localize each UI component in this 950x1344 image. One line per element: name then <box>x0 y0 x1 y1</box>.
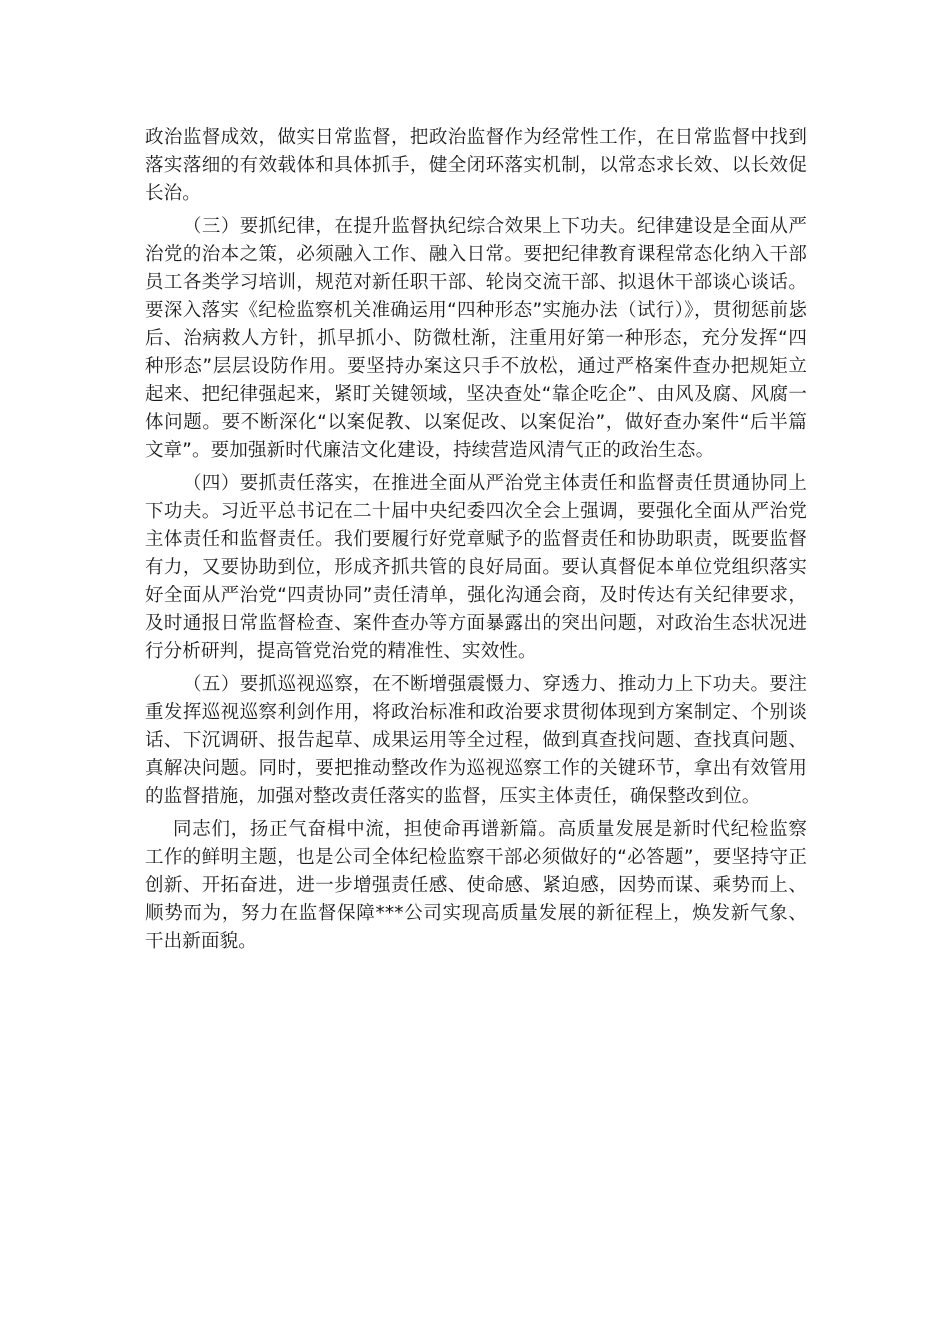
paragraph-continuation: 政治监督成效，做实日常监督，把政治监督作为经常性工作，在日常监督中找到落实落细的有效载体和具体抓手，健全闭环落实机制，以常态求长效、以长效促长治。 <box>145 127 807 204</box>
paragraph-section-four: （四）要抓责任落实，在推进全面从严治党主体责任和监督责任贯通协同上下功夫。习近平总书记在二十届中央纪委四次全会上强调，要强化全面从严治党主体责任和监督责任。我们要履行好党章赋予的监督责任和协助职责，既要监督有力，又要协助到位，形成齐抓共管的良好局面。要认真督促本单位党组织落实好全面从严治党“四责协同”责任清单，强化沟通会商，及时传达有关纪律要求，及时通报日常监督检查、案件查办等方面暴露出的突出问题，对政治生态状况进行分析研判，提高管党治党的精准性、实效性。 <box>145 473 807 662</box>
paragraph-section-three: （三）要抓纪律，在提升监督执纪综合效果上下功夫。纪律建设是全面从严治党的治本之策，必须融入工作、融入日常。要把纪律教育课程常态化纳入干部员工各类学习培训，规范对新任职干部、轮岗交流干部、拟退休干部谈心谈话。要深入落实《纪检监察机关准确运用“四种形态”实施办法（试行）》，贯彻惩前毖后、治病救人方针，抓早抓小、防微杜渐，注重用好第一种形态，充分发挥“四种形态”层层设防作用。要坚持办案这只手不放松，通过严格案件查办把规矩立起来、把纪律强起来，紧盯关键领域，坚决查处“靠企吃企”、由风及腐、风腐一体问题。要不断深化“以案促教、以案促改、以案促治”，做好查办案件“后半篇文章”。要加强新时代廉洁文化建设，持续营造风清气正的政治生态。 <box>145 216 807 461</box>
document-body <box>145 124 807 961</box>
paragraph-section-five: （五）要抓巡视巡察，在不断增强震慑力、穿透力、推动力上下功夫。要注重发挥巡视巡察利剑作用，将政治标准和政治要求贯彻体现到方案制定、个别谈话、下沉调研、报告起草、成果运用等全过程，做到真查找问题、查找真问题、真解决问题。同时，要把推动整改作为巡视巡察工作的关键环节，拿出有效管用的监督措施，加强对整改责任落实的监督，压实主体责任，确保整改到位。 <box>145 674 807 807</box>
paragraph-closing: 同志们，扬正气奋楫中流，担使命再谱新篇。高质量发展是新时代纪检监察工作的鲜明主题，也是公司全体纪检监察干部必须做好的“必答题”，要坚持守正创新、开拓奋进，进一步增强责任感、使命感、紧迫感，因势而谋、乘势而上、顺势而为，努力在监督保障***公司实现高质量发展的新征程上，焕发新气象、干出新面貌。 <box>145 819 807 952</box>
